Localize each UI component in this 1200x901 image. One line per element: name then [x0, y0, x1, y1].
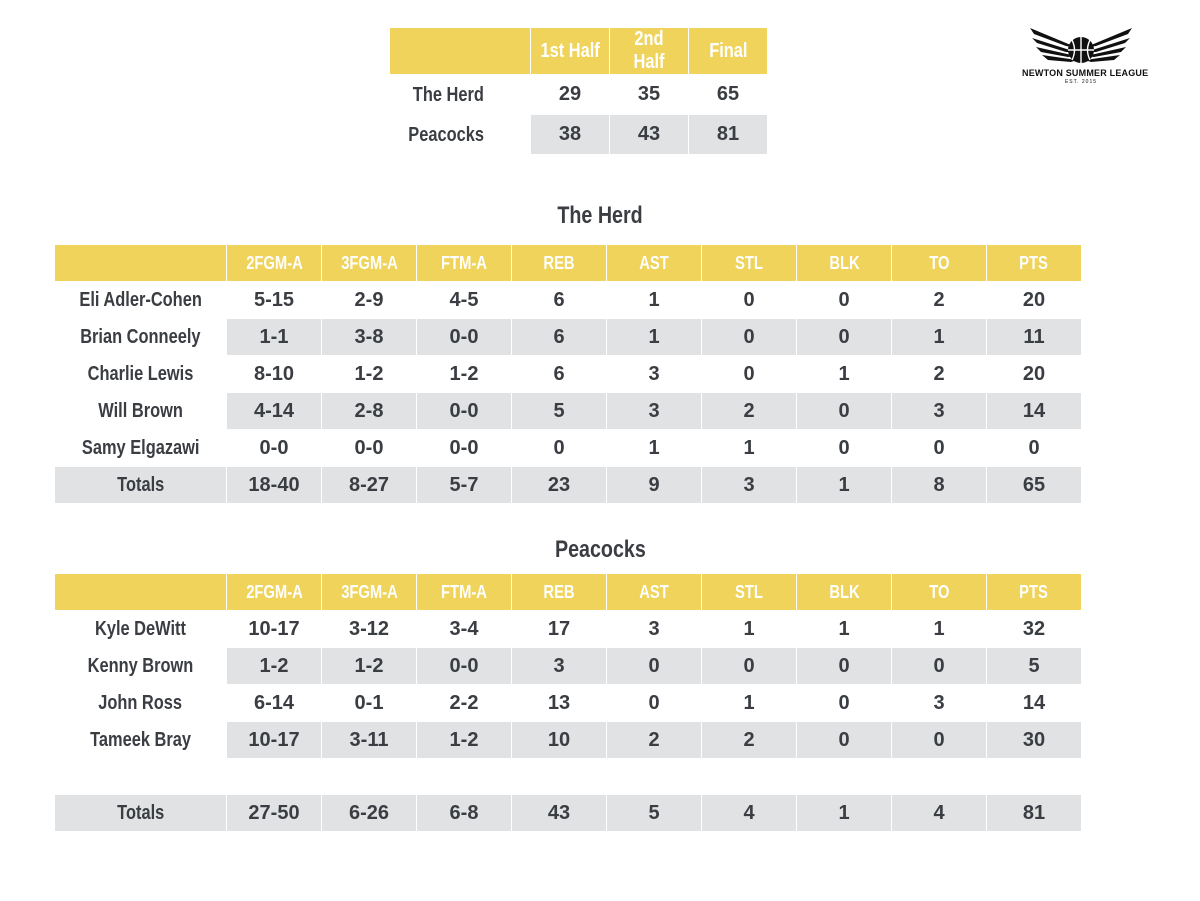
stat-cell: 13	[511, 685, 606, 722]
stat-cell: 0-0	[416, 430, 511, 467]
score-cell: 29	[530, 75, 609, 115]
total-cell: 5-7	[416, 467, 511, 504]
stat-cell: 0-0	[321, 430, 416, 467]
spacer-row	[55, 759, 1081, 795]
score-cell: 81	[688, 115, 767, 155]
player-row	[55, 722, 1081, 759]
stat-cell: 10-17	[226, 722, 321, 759]
stat-cell: 0	[796, 282, 891, 319]
stat-cell: 6	[511, 356, 606, 393]
herd-box-score	[55, 245, 1081, 504]
player-row	[55, 393, 1081, 430]
stat-cell: 3	[511, 648, 606, 685]
stat-header: AST	[606, 245, 701, 282]
stat-cell: 3	[606, 611, 701, 648]
stat-cell: 0	[796, 685, 891, 722]
stat-header: TO	[891, 245, 986, 282]
stat-cell: 2	[701, 722, 796, 759]
stat-cell: 0	[796, 722, 891, 759]
stat-cell: 3	[891, 685, 986, 722]
stat-cell: 0	[891, 722, 986, 759]
stat-cell: 0	[796, 430, 891, 467]
total-cell: 9	[606, 467, 701, 504]
score-team-name: Peacocks	[408, 123, 484, 146]
stat-cell: 0	[606, 648, 701, 685]
total-cell: 27-50	[226, 795, 321, 832]
stat-cell: 4-5	[416, 282, 511, 319]
stat-cell: 4-14	[226, 393, 321, 430]
score-header-cell: 2nd Half	[609, 28, 688, 75]
stat-cell: 0-0	[226, 430, 321, 467]
stat-header-row	[55, 245, 1081, 282]
stat-cell: 17	[511, 611, 606, 648]
stat-cell: 1	[701, 611, 796, 648]
stat-cell: 3	[606, 356, 701, 393]
stat-cell: 1	[891, 319, 986, 356]
stat-cell: 1-2	[321, 648, 416, 685]
stat-cell: 0	[796, 319, 891, 356]
total-cell: 8	[891, 467, 986, 504]
stat-cell: 2	[891, 282, 986, 319]
score-row	[390, 75, 767, 115]
stat-cell: 10	[511, 722, 606, 759]
totals-label: Totals	[55, 795, 226, 832]
score-header-row	[390, 28, 767, 75]
stat-header: BLK	[796, 574, 891, 611]
stat-header: FTM-A	[416, 245, 511, 282]
totals-row	[55, 795, 1081, 832]
stat-header: STL	[701, 245, 796, 282]
score-summary-table	[390, 28, 767, 155]
score-header-cell: 1st Half	[530, 28, 609, 75]
stat-cell: 0	[986, 430, 1081, 467]
stat-cell: 30	[986, 722, 1081, 759]
total-cell: 1	[796, 467, 891, 504]
stat-cell: 1-2	[416, 356, 511, 393]
stat-cell: 0	[701, 356, 796, 393]
stat-header: TO	[891, 574, 986, 611]
score-header-cell: Final	[688, 28, 767, 75]
logo-est: EST. 2015	[1064, 79, 1098, 85]
stat-cell: 0-0	[416, 319, 511, 356]
stat-cell: 5-15	[226, 282, 321, 319]
stat-cell: 2	[606, 722, 701, 759]
player-row	[55, 319, 1081, 356]
stat-header: STL	[701, 574, 796, 611]
player-name: Brian Conneely	[55, 319, 226, 356]
stat-cell: 2-2	[416, 685, 511, 722]
totals-row	[55, 467, 1081, 504]
peacocks-title: Peacocks	[554, 536, 646, 563]
stat-cell: 2	[891, 356, 986, 393]
stat-cell: 6	[511, 282, 606, 319]
total-cell: 6-26	[321, 795, 416, 832]
stat-header: 3FGM-A	[321, 574, 416, 611]
total-cell: 6-8	[416, 795, 511, 832]
totals-label: Totals	[55, 467, 226, 504]
score-cell: 38	[530, 115, 609, 155]
player-row	[55, 685, 1081, 722]
score-header-blank	[390, 28, 530, 75]
stat-cell: 0	[701, 648, 796, 685]
stat-cell: 2-9	[321, 282, 416, 319]
total-cell: 1	[796, 795, 891, 832]
total-cell: 18-40	[226, 467, 321, 504]
stat-cell: 1	[606, 430, 701, 467]
stat-cell: 1	[891, 611, 986, 648]
player-name: Charlie Lewis	[55, 356, 226, 393]
stat-cell: 0	[891, 430, 986, 467]
stat-cell: 0-0	[416, 393, 511, 430]
player-name: Samy Elgazawi	[55, 430, 226, 467]
stat-cell: 1	[701, 430, 796, 467]
stat-cell: 3	[891, 393, 986, 430]
logo-text: NEWTON SUMMER LEAGUE	[1022, 68, 1149, 78]
stat-cell: 20	[986, 282, 1081, 319]
stat-cell: 1	[796, 356, 891, 393]
stat-header: BLK	[796, 245, 891, 282]
player-name: Eli Adler-Cohen	[55, 282, 226, 319]
stat-cell: 2-8	[321, 393, 416, 430]
stat-header: PTS	[986, 574, 1081, 611]
stat-cell: 20	[986, 356, 1081, 393]
stat-cell: 3-4	[416, 611, 511, 648]
stat-cell: 5	[511, 393, 606, 430]
stat-cell: 3	[606, 393, 701, 430]
herd-title: The Herd	[557, 202, 643, 229]
stat-header: FTM-A	[416, 574, 511, 611]
stat-cell: 0	[606, 685, 701, 722]
stat-cell: 0	[701, 319, 796, 356]
score-cell: 35	[609, 75, 688, 115]
stat-cell: 0	[511, 430, 606, 467]
total-cell: 81	[986, 795, 1081, 832]
total-cell: 4	[891, 795, 986, 832]
stat-header: 2FGM-A	[226, 574, 321, 611]
total-cell: 4	[701, 795, 796, 832]
peacocks-box-score	[55, 574, 1081, 832]
stat-cell: 1	[606, 282, 701, 319]
stat-cell: 2	[701, 393, 796, 430]
stat-cell: 32	[986, 611, 1081, 648]
header-blank	[55, 574, 226, 611]
stat-cell: 14	[986, 685, 1081, 722]
score-cell: 43	[609, 115, 688, 155]
score-cell: 65	[688, 75, 767, 115]
stat-cell: 11	[986, 319, 1081, 356]
stat-cell: 1-2	[416, 722, 511, 759]
score-team-name: The Herd	[413, 83, 485, 106]
stat-cell: 0	[796, 393, 891, 430]
header-blank	[55, 245, 226, 282]
player-row	[55, 611, 1081, 648]
player-row	[55, 430, 1081, 467]
player-name: Tameek Bray	[55, 722, 226, 759]
player-row	[55, 356, 1081, 393]
stat-cell: 10-17	[226, 611, 321, 648]
stat-header: 2FGM-A	[226, 245, 321, 282]
stat-header: 3FGM-A	[321, 245, 416, 282]
total-cell: 23	[511, 467, 606, 504]
stat-cell: 1-2	[321, 356, 416, 393]
stat-cell: 5	[986, 648, 1081, 685]
stat-cell: 3-11	[321, 722, 416, 759]
stat-header-row	[55, 574, 1081, 611]
total-cell: 8-27	[321, 467, 416, 504]
player-row	[55, 282, 1081, 319]
stat-cell: 6-14	[226, 685, 321, 722]
stat-header: PTS	[986, 245, 1081, 282]
total-cell: 3	[701, 467, 796, 504]
player-name: John Ross	[55, 685, 226, 722]
player-name: Kyle DeWitt	[55, 611, 226, 648]
stat-cell: 14	[986, 393, 1081, 430]
stat-cell: 0-1	[321, 685, 416, 722]
stat-header: REB	[511, 245, 606, 282]
stat-cell: 6	[511, 319, 606, 356]
stat-cell: 1	[796, 611, 891, 648]
stat-cell: 8-10	[226, 356, 321, 393]
stat-cell: 3-12	[321, 611, 416, 648]
stat-cell: 0-0	[416, 648, 511, 685]
stat-cell: 3-8	[321, 319, 416, 356]
stat-cell: 0	[796, 648, 891, 685]
total-cell: 43	[511, 795, 606, 832]
stat-cell: 1	[606, 319, 701, 356]
stat-cell: 1	[701, 685, 796, 722]
spacer-cell	[55, 759, 1081, 795]
stat-cell: 1-2	[226, 648, 321, 685]
stat-cell: 1-1	[226, 319, 321, 356]
total-cell: 5	[606, 795, 701, 832]
stat-cell: 0	[891, 648, 986, 685]
stat-header: REB	[511, 574, 606, 611]
score-row	[390, 115, 767, 155]
stat-header: AST	[606, 574, 701, 611]
total-cell: 65	[986, 467, 1081, 504]
stat-cell: 0	[701, 282, 796, 319]
player-name: Kenny Brown	[55, 648, 226, 685]
player-row	[55, 648, 1081, 685]
player-name: Will Brown	[55, 393, 226, 430]
